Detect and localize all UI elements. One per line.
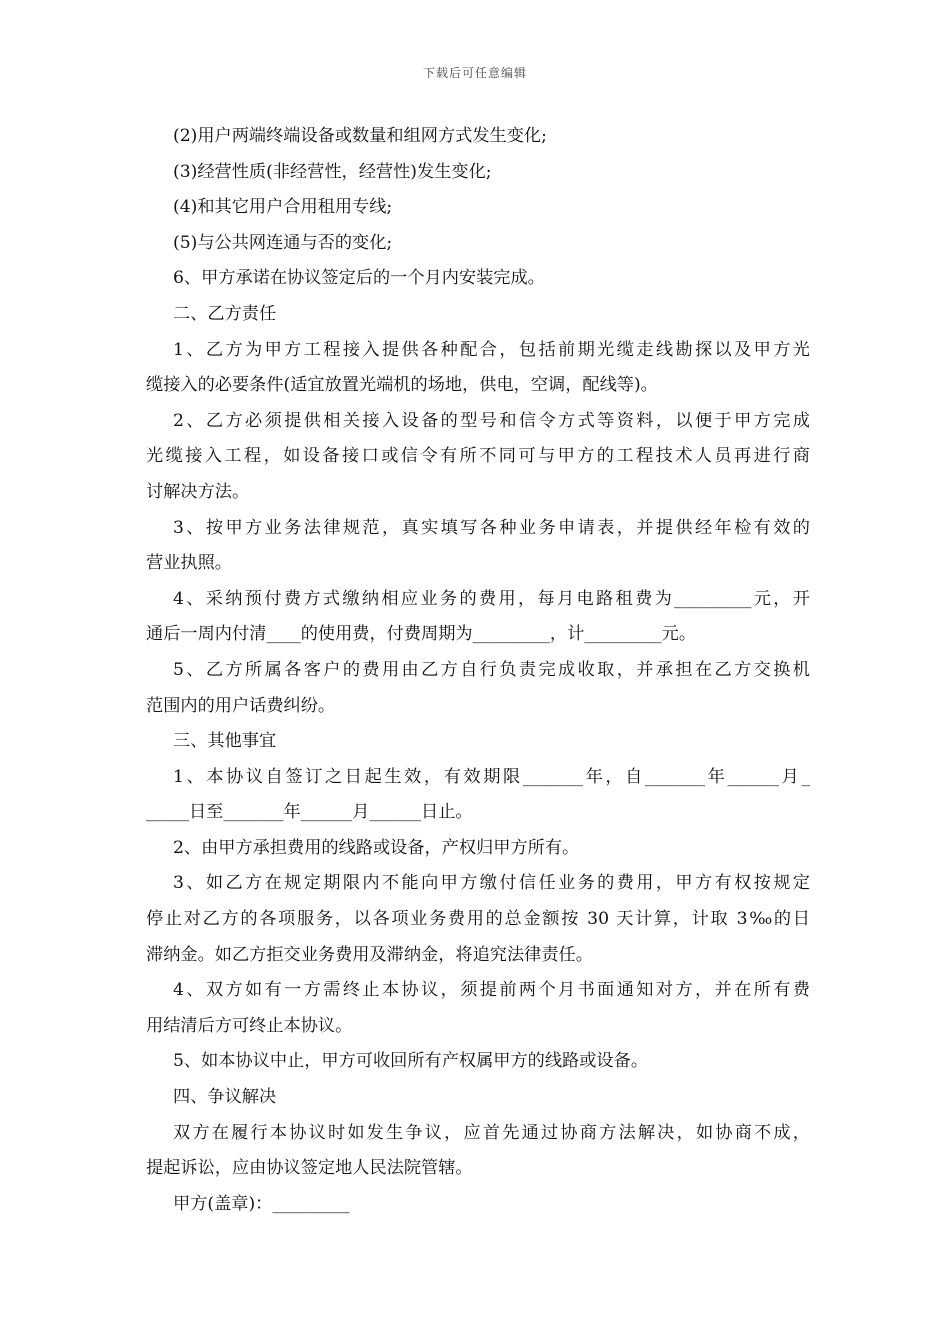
clause-line: 1、乙方为甲方工程接入提供各种配合，包括前期光缆走线勘探以及甲方光 xyxy=(173,339,810,360)
signature-line: 甲方(盖章)：_________ xyxy=(173,1193,350,1214)
section-heading: 三、其他事宜 xyxy=(173,731,277,752)
clause-line: 2、由甲方承担费用的线路或设备，产权归甲方所有。 xyxy=(173,837,580,858)
clause-line: 5、如本协议中止，甲方可收回所有产权属甲方的线路或设备。 xyxy=(173,1051,649,1072)
clause-line: 5、乙方所属各客户的费用由乙方自行负责完成收取，并承担在乙方交换机 xyxy=(173,659,810,680)
clause-line: (2)用户两端终端设备或数量和组网方式发生变化; xyxy=(173,126,547,146)
clause-line: 6、甲方承诺在协议签定后的一个月内安装完成。 xyxy=(173,268,545,289)
document-body xyxy=(146,119,810,1222)
clause-line: 讨解决方法。 xyxy=(146,481,250,502)
clause-line: 4、采纳预付费方式缴纳相应业务的费用，每月电路租费为_________元，开 xyxy=(173,588,810,609)
clause-line: 3、如乙方在规定期限内不能向甲方缴付信任业务的费用，甲方有权按规定 xyxy=(173,873,810,894)
clause-line: 3、按甲方业务法律规范，真实填写各种业务申请表，并提供经年检有效的 xyxy=(173,517,810,538)
clause-line: 2、乙方必须提供相关接入设备的型号和信令方式等资料，以便于甲方完成 xyxy=(173,410,810,431)
section-heading: 二、乙方责任 xyxy=(173,303,277,324)
clause-line: 营业执照。 xyxy=(146,553,232,574)
clause-line: (3)经营性质(非经营性，经营性)发生变化; xyxy=(173,161,492,182)
clause-line: (5)与公共网连通与否的变化; xyxy=(173,232,393,253)
clause-line: (4)和其它用户合用租用专线; xyxy=(173,197,393,218)
clause-line: 用结清后方可终止本协议。 xyxy=(146,1015,353,1036)
clause-line: 光缆接入工程，如设备接口或信令有所不同可与甲方的工程技术人员再进行商 xyxy=(146,446,810,467)
clause-line: 1、本协议自签订之日起生效，有效期限_______年，自_______年______月_ xyxy=(173,766,810,787)
clause-line: 滞纳金。如乙方拒交业务费用及滞纳金，将追究法律责任。 xyxy=(146,944,593,965)
clause-line: 通后一周内付清____的使用费，付费周期为_________，计_________元。 xyxy=(146,624,697,645)
clause-line: 双方在履行本协议时如发生争议，应首先通过协商方法解决，如协商不成， xyxy=(173,1122,810,1143)
section-heading: 四、争议解决 xyxy=(173,1087,277,1108)
clause-line: 停止对乙方的各项服务，以各项业务费用的总金额按 30 天计算，计取 3‰的日 xyxy=(146,909,810,930)
page-header-watermark: 下载后可任意编辑 xyxy=(422,66,527,80)
clause-line: 提起诉讼，应由协议签定地人民法院管辖。 xyxy=(146,1158,473,1179)
clause-line: 缆接入的必要条件(适宜放置光端机的场地，供电，空调，配线等)。 xyxy=(146,375,658,396)
clause-line: _____日至_______年______月______日止。 xyxy=(146,802,473,823)
clause-line: 4、双方如有一方需终止本协议，须提前两个月书面通知对方，并在所有费 xyxy=(173,980,810,1001)
clause-line: 范围内的用户话费纠纷。 xyxy=(146,695,336,716)
